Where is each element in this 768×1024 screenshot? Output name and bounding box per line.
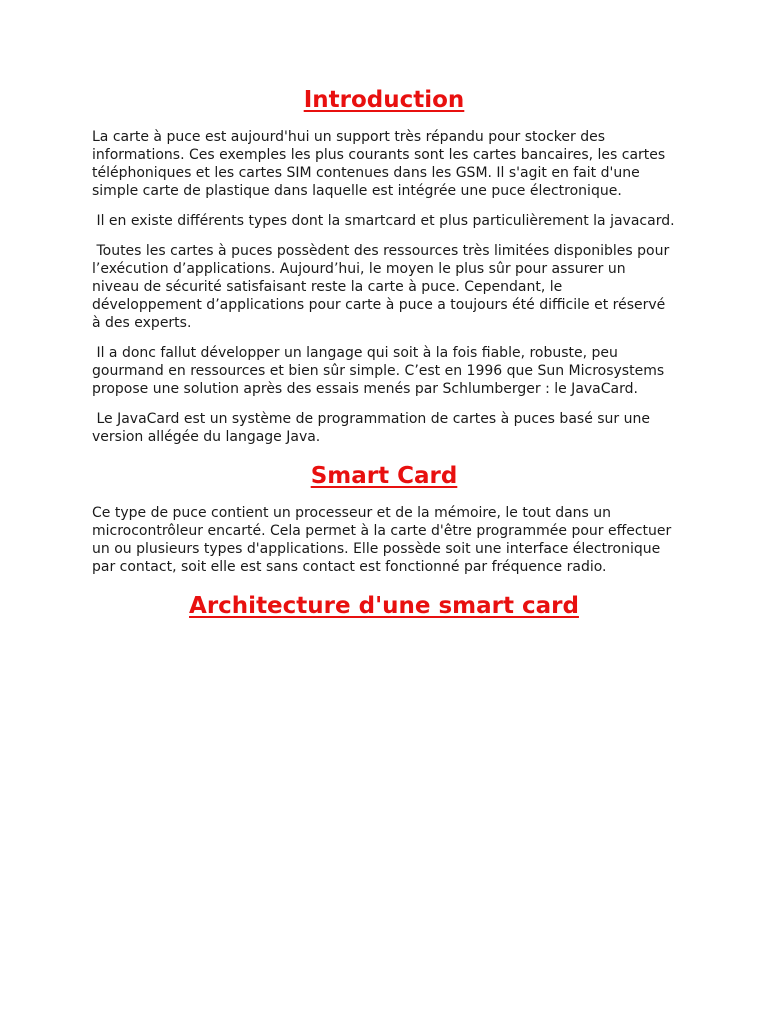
paragraph-intro-2: Il en existe différents types dont la smartcard et plus particulièrement la javacard. [92, 213, 675, 229]
heading-smart-card: Smart Card [310, 463, 458, 489]
paragraph-intro-5: Le JavaCard est un système de programmation de cartes à puces basé sur une version allégée du langage Java. [92, 411, 655, 445]
paragraph-smart-card-1: Ce type de puce contient un processeur et de la mémoire, le tout dans un microcontrôleur encarté. Cela permet à la carte d'être programmée pour effectuer un ou plusieurs types d'applications. Elle possède soit une interface électronique par contact, soit elle est sans contact est fonctionné par fréquence radio. [92, 505, 676, 575]
heading-architecture: Architecture d'une smart card [189, 593, 579, 619]
paragraph-intro-3: Toutes les cartes à puces possèdent des ressources très limitées disponibles pour l’exécution d’applications. Aujourd’hui, le moyen le plus sûr pour assurer un niveau de sécurité satisfaisant reste la carte à puce. Cependant, le développement d’applications pour carte à puce a toujours été difficile et réservé à des experts. [92, 243, 674, 331]
paragraph-intro-1: La carte à puce est aujourd'hui un support très répandu pour stocker des informations. Ces exemples les plus courants sont les cartes bancaires, les cartes téléphoniques et les cartes SIM contenues dans les GSM. Il s'agit en fait d'une simple carte de plastique dans laquelle est intégrée une puce électronique. [92, 129, 670, 199]
heading-introduction: Introduction [303, 87, 465, 113]
paragraph-intro-4: Il a donc fallut développer un langage qui soit à la fois fiable, robuste, peu gourmand en ressources et bien sûr simple. C’est en 1996 que Sun Microsystems propose une solution après des essais menés par Schlumberger : le JavaCard. [92, 345, 669, 397]
